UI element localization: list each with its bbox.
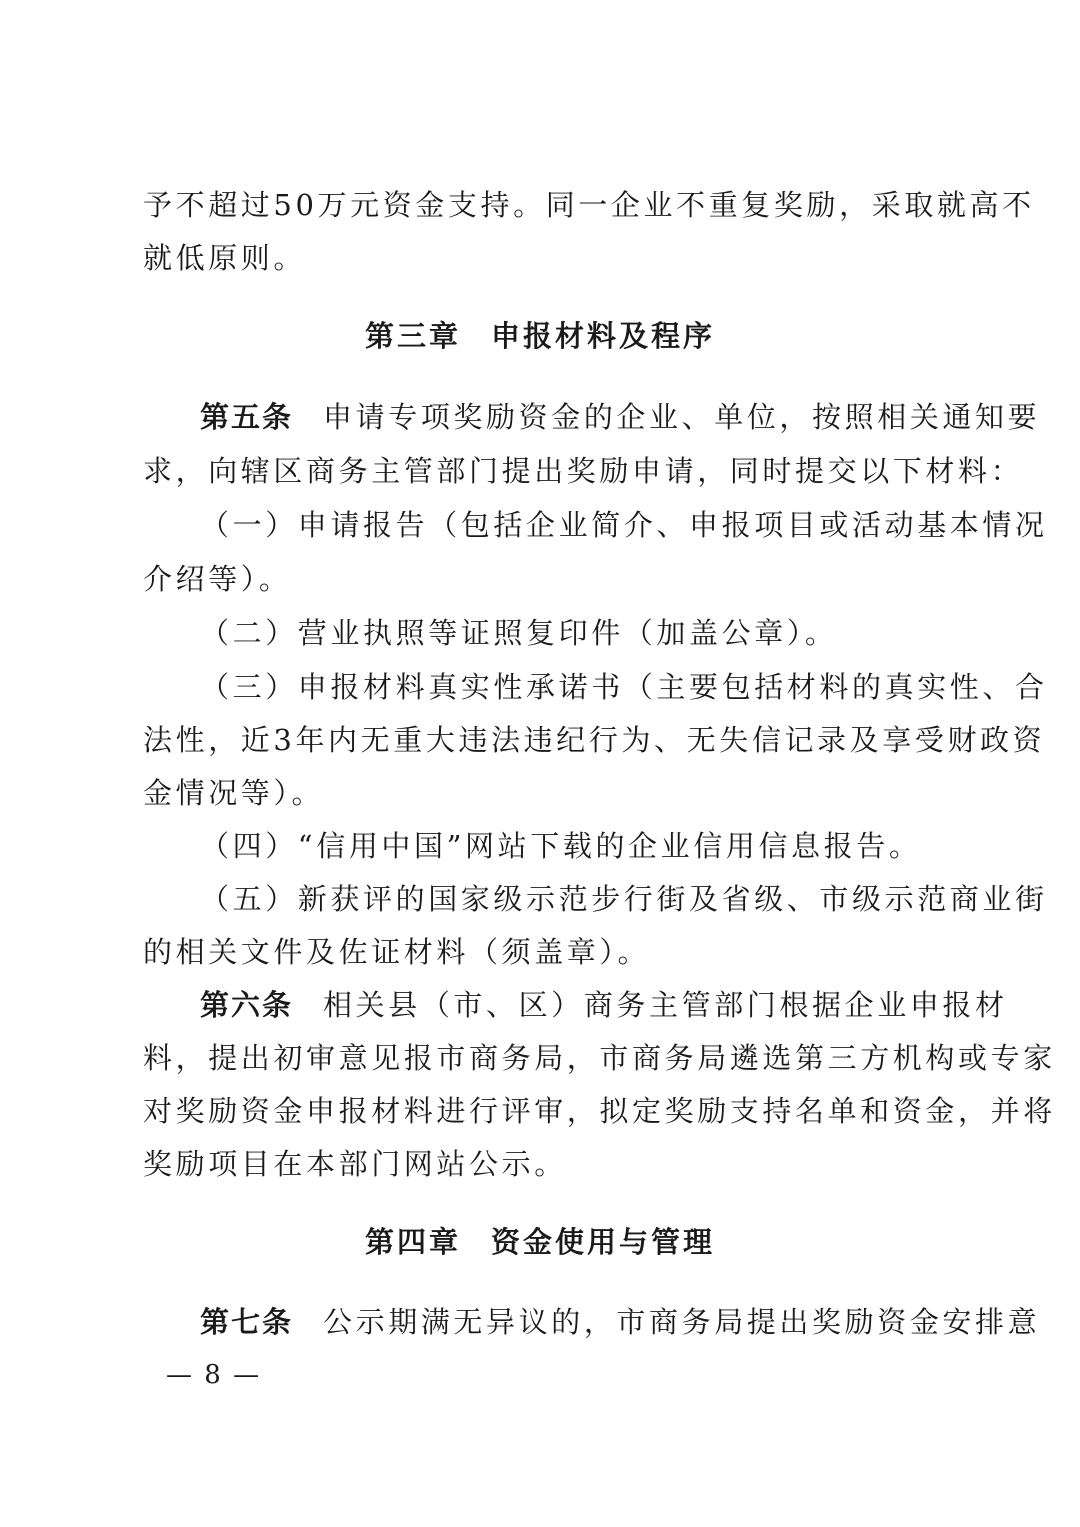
article-first-line: [200, 1302, 1041, 1342]
article-label: 第五条: [200, 400, 294, 434]
article-text: 相关县（市、区）商务主管部门根据企业申报材: [323, 988, 1008, 1022]
paragraph-line: 求，向辖区商务主管部门提出奖励申请，同时提交以下材料：: [143, 454, 1024, 488]
article-first-line: [200, 397, 1041, 437]
list-item-line: （五）新获评的国家级示范步行街及省级、市级示范商业街: [200, 882, 1048, 916]
paragraph-line: 料，提出初审意见报市商务局，市商务局遴选第三方机构或专家: [143, 1041, 1056, 1075]
article-first-line: [200, 985, 1008, 1025]
paragraph-line: 金情况等）。: [143, 776, 325, 810]
list-item-line: （一）申请报告（包括企业简介、申报项目或活动基本情况: [200, 508, 1048, 542]
paragraph-line: 介绍等）。: [143, 562, 292, 596]
chapter-number: 第三章: [364, 319, 461, 353]
list-item-line: （三）申报材料真实性承诺书（主要包括材料的真实性、合: [200, 670, 1048, 704]
list-item-line: （四）“信用中国”网站下载的企业信用信息报告。: [200, 829, 922, 863]
article-text: 申请专项奖励资金的企业、单位，按照相关通知要: [323, 400, 1041, 434]
chapter-heading-4: [0, 1222, 1080, 1262]
paragraph-line: 予不超过50万元资金支持。同一企业不重复奖励，采取就高不: [143, 188, 1035, 222]
paragraph-line: 对奖励资金申报材料进行评审，拟定奖励支持名单和资金，并将: [143, 1094, 1056, 1128]
list-item-line: （二）营业执照等证照复印件（加盖公章）。: [200, 616, 838, 650]
paragraph-line: 的相关文件及佐证材料（须盖章）。: [143, 935, 651, 969]
paragraph-line: 法性，近3年内无重大违法违纪行为、无失信记录及享受财政资: [143, 723, 1046, 757]
chapter-title: 申报材料及程序: [491, 319, 716, 353]
page-number: — 8 —: [166, 1360, 262, 1390]
chapter-title: 资金使用与管理: [491, 1225, 716, 1259]
chapter-heading-3: [0, 316, 1080, 356]
article-label: 第七条: [200, 1305, 294, 1339]
chapter-number: 第四章: [364, 1225, 461, 1259]
paragraph-line: 就低原则。: [143, 241, 307, 275]
article-text: 公示期满无异议的，市商务局提出奖励资金安排意: [323, 1305, 1041, 1339]
paragraph-line: 奖励项目在本部门网站公示。: [143, 1147, 567, 1181]
article-label: 第六条: [200, 988, 294, 1022]
